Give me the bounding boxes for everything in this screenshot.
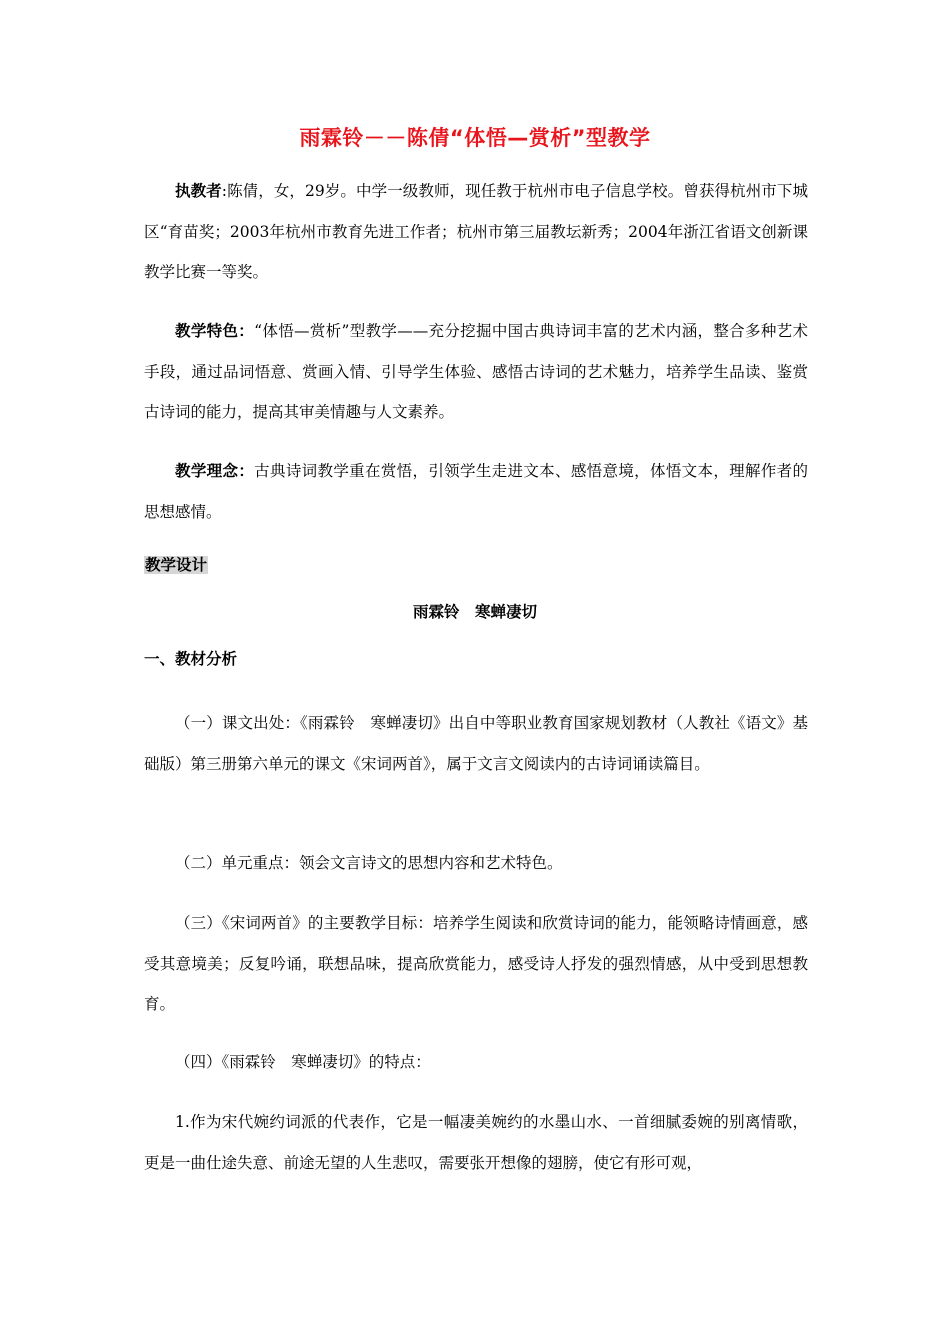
- item-feature-1: 1.作为宋代婉约词派的代表作，它是一幅凄美婉约的水墨山水、一首细腻委婉的别离情歌，更是一曲仕途失意、前途无望的人生悲叹，需要张开想像的翅膀，使它有形可观，: [144, 1113, 808, 1172]
- philosophy-paragraph: [144, 451, 808, 532]
- feature-paragraph: [144, 311, 808, 433]
- document-title: 雨霖铃－－陈倩“体悟—赏析”型教学: [299, 126, 651, 150]
- section1-heading: 一、教材分析: [144, 650, 238, 668]
- item-unit-focus: （二）单元重点：领会文言诗文的思想内容和艺术特色。: [175, 854, 563, 872]
- item-features-heading: （四）《雨霖铃 寒蝉凄切》的特点：: [175, 1053, 431, 1071]
- design-heading: 教学设计: [145, 556, 208, 574]
- design-heading-row: [144, 554, 208, 576]
- philosophy-label: 教学理念：: [175, 462, 255, 480]
- philosophy-text: 古典诗词教学重在赏悟，引领学生走进文本、感悟意境，体悟文本，理解作者的思想感情。: [144, 462, 808, 521]
- author-paragraph: [144, 171, 808, 293]
- feature-label: 教学特色：: [175, 322, 255, 340]
- author-text: :陈倩，女，29岁。中学一级教师，现任教于杭州市电子信息学校。曾获得杭州市下城区“育苗奖；2003年杭州市教育先进工作者；杭州市第三届教坛新秀；2004年浙江省语文创新课教学比赛一等奖。: [144, 182, 808, 281]
- author-label: 执教者: [175, 182, 222, 200]
- item-goals: （三）《宋词两首》的主要教学目标：培养学生阅读和欣赏诗词的能力，能领略诗情画意，感受其意境美；反复吟诵，联想品味，提高欣赏能力，感受诗人抒发的强烈情感，从中受到思想教育。: [144, 914, 808, 1013]
- poem-title: 雨霖铃 寒蝉凄切: [412, 603, 537, 621]
- item-source: （一）课文出处：《雨霖铃 寒蝉凄切》出自中等职业教育国家规划教材（人教社《语文》基础版）第三册第六单元的课文《宋词两首》，属于文言文阅读内的古诗词诵读篇目。: [144, 714, 808, 773]
- feature-text: “体悟—赏析”型教学——充分挖掘中国古典诗词丰富的艺术内涵，整合多种艺术手段，通过品词悟意、赏画入情、引导学生体验、感悟古诗词的艺术魅力，培养学生品读、鉴赏古诗词的能力，提高其审美情趣与人文素养。: [144, 322, 808, 421]
